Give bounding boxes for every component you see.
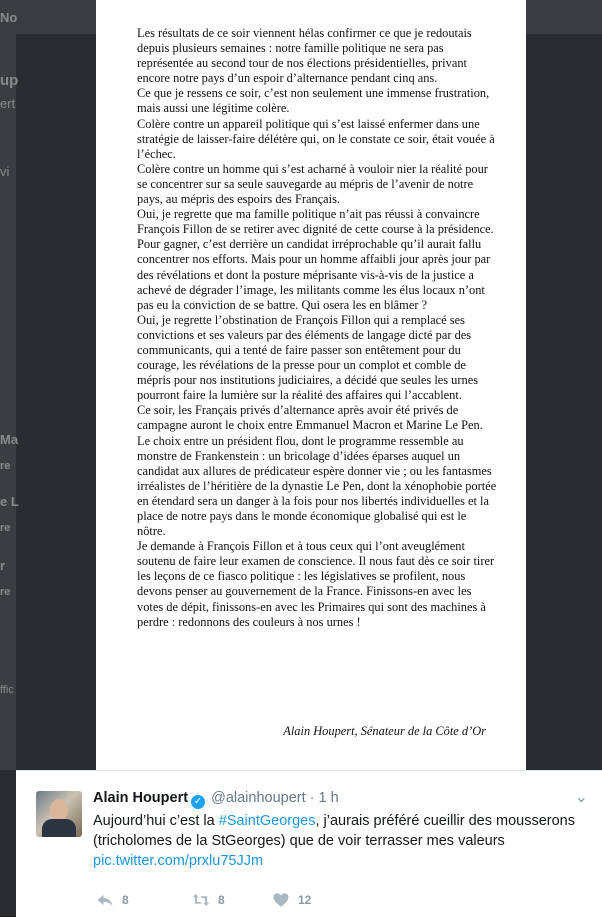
background-fragment: No (0, 10, 18, 25)
letter-paragraph: Colère contre un homme qui s’est acharné à vouloir nier la réalité pour se concentrer sur sa seule sauvegarde au mépris de l’avenir de notre pays, au mépris des espoirs des Français. (137, 161, 488, 207)
reply-count: 8 (122, 893, 129, 907)
reply-icon (96, 891, 114, 909)
tweet-panel (16, 770, 602, 917)
background-fragment: ert (0, 96, 16, 111)
background-fragment: e L (0, 494, 19, 509)
tweet-actions (96, 891, 396, 911)
letter-paragraph: Colère contre un appareil politique qui s’est laissé enfermer dans une stratégie de laisser-faire délétère qui, on le constate ce soir, était vouée à l’échec. (137, 116, 495, 161)
background-fragment: re (0, 460, 11, 472)
letter-signature: Alain Houpert, Sénateur de la Côte d’Or (283, 724, 486, 738)
background-fragment: re (0, 522, 11, 534)
background-fragment: vi (0, 164, 10, 179)
letter-paragraph: Ce soir, les Français privés d’alternance après avoir été privés de campagne auront le choix entre Emmanuel Macron et Marine Le Pen. Le choix entre un président flou, dont le programme ressemble au monstre de Frankenstein : un bricolage d’idées éparses auquel un candidat aux allures de prédicateur espère donner vie ; ou les fantasmes irréalistes de l’héritière de la dynastie Le Pen, dont la xénophobie portée en étendard sera un danger à la fois pour nos libertés individuelles et la place de notre pays dans le monde économique globalisé qui est le nôtre. (137, 403, 497, 539)
background-sidebar-strip (0, 0, 19, 770)
letter-paragraph: Oui, je regrette l’obstination de François Fillon qui a remplacé ses convictions et ses valeurs par des éléments de langage dicté par des communicants, qui a tenté de faire passer son entêtement pour du courage, les révélations de la presse pour un complot et comble de mépris pour nos institutions judiciaires, a décidé que seules les urnes pourront faire la lumière sur la réalité des affaires qui l’accablent. (137, 312, 479, 403)
tweet-timestamp[interactable]: 1 h (318, 790, 339, 806)
background-fragment: ffic (0, 684, 14, 696)
retweet-icon (192, 891, 210, 909)
avatar-body (42, 819, 76, 837)
author-handle[interactable]: @alainhoupert (211, 790, 306, 806)
retweet-count: 8 (218, 893, 225, 907)
heart-icon (272, 891, 290, 909)
letter-paragraph: Oui, je regrette que ma famille politique n’ait pas réussi à convaincre François Fillon de se retirer avec dignité de cette course à la présidence. Pour gagner, c’est derrière un candidat irréprochable qu’il aurait fallu concentrer nos efforts. Mais pour un homme affaibli jour après jour par des révélations et dont la posture méprisante vis-à-vis de la justice a achevé de dégrader l’image, les militants comme les élus locaux n’ont pas eu la conviction de se battre. Qui osera les en blâmer ? (137, 207, 494, 312)
hashtag-link[interactable]: #SaintGeorges (218, 813, 316, 829)
author-name[interactable]: Alain Houpert (93, 790, 189, 806)
background-fragment: re (0, 586, 11, 598)
letter-paragraph: Les résultats de ce soir viennent hélas confirmer ce que je redoutais depuis plusieurs semaines : notre famille politique ne sera pas représentée au second tour de nos élections présidentielles, privant encore notre pays d’un espoir d’alternance pendant cinq ans. (137, 26, 472, 86)
tweet-text-part: , j’aurais préféré cueillir des mousserons (tricholomes de la StGeorges) que de voir terrasser mes valeurs (93, 813, 575, 849)
avatar[interactable] (36, 791, 82, 837)
retweet-button[interactable] (192, 891, 225, 909)
background-fragment: r (0, 558, 6, 573)
letter-paragraph: Ce que je ressens ce soir, c’est non seulement une immense frustration, mais aussi une légitime colère. (137, 86, 490, 116)
media-link[interactable]: pic.twitter.com/prxlu75JJm (93, 853, 264, 869)
verified-badge-icon: ✓ (191, 795, 205, 809)
tweet-text-part: Aujourd’hui c’est la (93, 813, 219, 829)
background-fragment: Ma (0, 432, 19, 447)
like-button[interactable] (272, 891, 311, 909)
tweet-separator: · (309, 790, 315, 806)
like-count: 12 (298, 893, 312, 907)
tweet-text (93, 811, 583, 871)
letter-body (137, 26, 497, 630)
tweet-media-image[interactable] (96, 0, 526, 770)
letter-paragraph: Je demande à François Fillon et à tous ceux qui l’ont aveuglément soutenu de faire leur examen de conscience. Il nous faut dès ce soir tirer les leçons de ce fiasco politique : les législatives se profilent, nous devons penser au gouvernement de la France. Finissons-en avec les votes de dépit, finissons-en avec les Primaires qui sont des machines à perdre : redonnons des couleurs à nos urnes ! (137, 539, 495, 629)
avatar-face (50, 799, 68, 821)
reply-button[interactable] (96, 891, 129, 909)
tweet-header (93, 790, 339, 809)
chevron-down-icon[interactable]: ⌄ (574, 789, 588, 806)
background-fragment: up (0, 72, 19, 89)
